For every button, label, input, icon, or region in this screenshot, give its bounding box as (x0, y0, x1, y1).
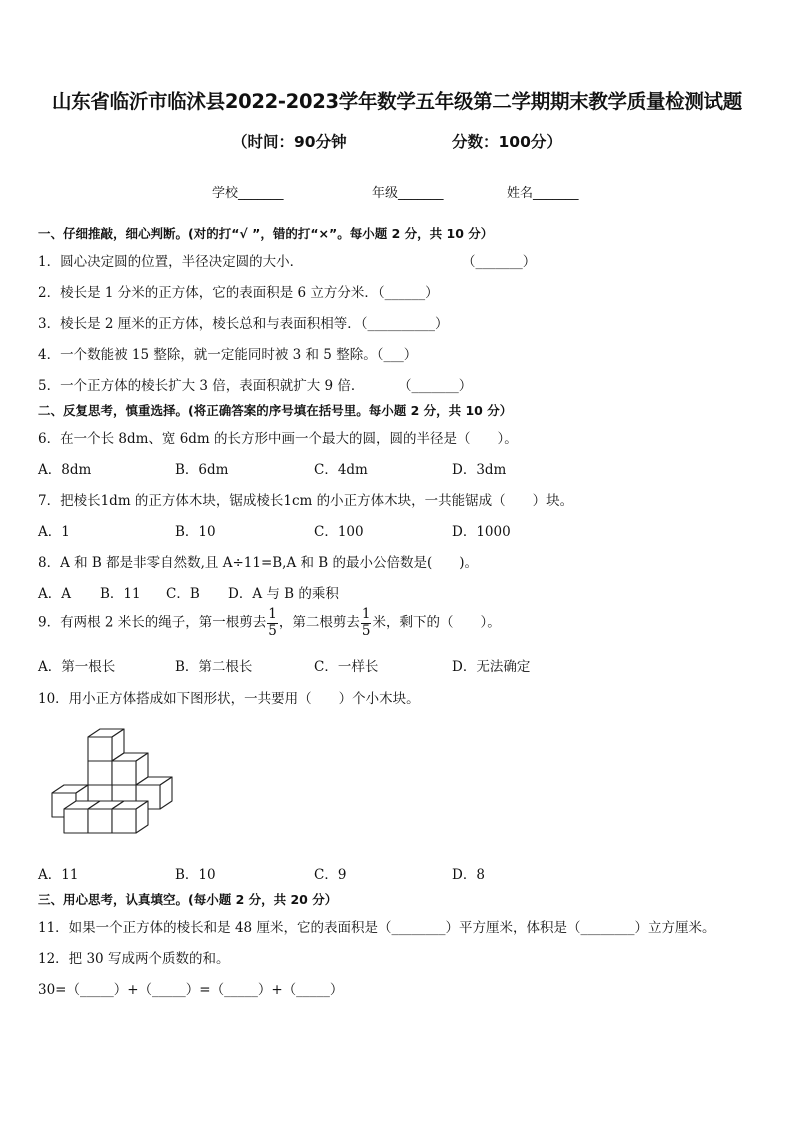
q9-text-2: ，第二根剪去 (278, 614, 360, 631)
q8-option-b[interactable]: B．11 (100, 586, 141, 602)
section1-heading: 一、仔细推敲，细心判断。(对的打“√ ”，错的打“×”。每小题 2 分，共 10 分） (38, 226, 494, 241)
question-4: 4．一个数能被 15 整除，就一定能同时被 3 和 5 整除。（___） (38, 347, 418, 363)
fraction-one-fifth: $\frac{1}{5}$ (268, 606, 277, 639)
q9-option-c[interactable]: C．一样长 (314, 659, 379, 675)
page-title: 山东省临沂市临沭县2022-2023学年数学五年级第二学期期末教学质量检测试题 (52, 90, 742, 113)
name-field[interactable]: 姓名_______ (507, 186, 579, 201)
q7-option-c[interactable]: C．100 (314, 524, 364, 540)
section3-heading: 三、用心思考，认真填空。(每小题 2 分，共 20 分） (38, 892, 338, 907)
exam-time: （时间：90分钟 (232, 133, 347, 151)
q6-option-b[interactable]: B．6dm (175, 462, 229, 478)
question-3: 3．棱长是 2 厘米的正方体，棱长总和与表面积相等．（__________） (38, 316, 449, 332)
q10-option-a[interactable]: A．11 (38, 867, 79, 883)
q6-option-d[interactable]: D．3dm (452, 462, 507, 478)
grade-field[interactable]: 年级_______ (372, 186, 444, 201)
question-1-blank[interactable]: （_______） (462, 254, 537, 270)
school-field[interactable]: 学校_______ (212, 186, 284, 201)
q7-option-a[interactable]: A．1 (38, 524, 70, 540)
q10-option-b[interactable]: B．10 (175, 867, 216, 883)
q6-option-a[interactable]: A．8dm (38, 462, 92, 478)
q8-option-d[interactable]: D．A 与 B 的乘积 (228, 586, 339, 602)
q10-option-d[interactable]: D．8 (452, 867, 485, 883)
q6-option-c[interactable]: C．4dm (314, 462, 368, 478)
q9-option-a[interactable]: A．第一根长 (38, 659, 116, 675)
q8-option-c[interactable]: C．B (166, 586, 200, 602)
q7-option-b[interactable]: B．10 (175, 524, 216, 540)
question-2: 2．棱长是 1 分米的正方体，它的表面积是 6 立方分米．（______） (38, 285, 439, 301)
question-10: 10．用小正方体搭成如下图形状，一共要用（ ）个小木块。 (38, 691, 420, 707)
exam-score: 分数：100分） (452, 133, 562, 151)
question-9 (38, 608, 501, 638)
q10-option-c[interactable]: C．9 (314, 867, 347, 883)
q9-text-1: 9．有两根 2 米长的绳子，第一根剪去 (38, 614, 267, 631)
q9-option-d[interactable]: D．无法确定 (452, 659, 531, 675)
question-11: 11．如果一个正方体的棱长和是 48 厘米，它的表面积是（________）平方厘米，体积是（________）立方厘米。 (38, 920, 716, 936)
question-7: 7．把棱长1dm 的正方体木块，锯成棱长1cm 的小正方体木块，一共能锯成（ ）块。 (38, 493, 574, 509)
section2-heading: 二、反复思考，慎重选择。(将正确答案的序号填在括号里。每小题 2 分，共 10 分） (38, 403, 513, 418)
q9-option-b[interactable]: B．第二根长 (175, 659, 253, 675)
question-6: 6．在一个长 8dm、宽 6dm 的长方形中画一个最大的圆，圆的半径是（ ）。 (38, 431, 518, 447)
q9-text-3: 米，剩下的（ ）。 (372, 614, 501, 631)
cube-stack-figure (40, 725, 185, 845)
question-1: 1．圆心决定圆的位置，半径决定圆的大小． (38, 254, 304, 270)
question-12: 12．把 30 写成两个质数的和。 (38, 951, 230, 967)
fraction-one-fifth-meter: $\frac{1}{5}$ (361, 606, 371, 639)
question-12-answer-line[interactable]: 30=（_____）+（_____）=（_____）+（_____） (38, 982, 344, 998)
q8-option-a[interactable]: A．A (38, 586, 71, 602)
q7-option-d[interactable]: D．1000 (452, 524, 511, 540)
question-8: 8．A 和 B 都是非零自然数,且 A÷11=B,A 和 B 的最小公倍数是( )。 (38, 555, 479, 571)
question-5: 5．一个正方体的棱长扩大 3 倍，表面积就扩大 9 倍． (38, 378, 365, 394)
question-5-blank[interactable]: （_______） (398, 378, 473, 394)
